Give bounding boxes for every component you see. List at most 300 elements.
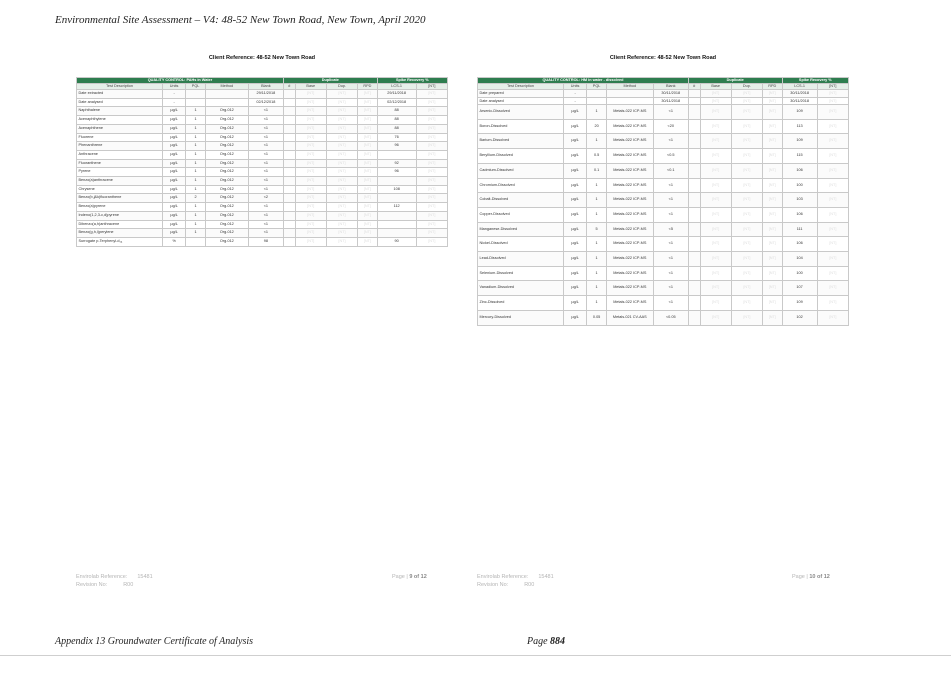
pql-cell: 1 xyxy=(587,266,607,281)
units-cell: µg/L xyxy=(563,266,586,281)
blank-cell: <1 xyxy=(248,220,283,229)
method-cell: Org-012 xyxy=(205,229,248,238)
blank-cell: <1 xyxy=(653,296,688,311)
lcs-cell xyxy=(377,220,416,229)
base-cell: [NT] xyxy=(700,281,731,296)
units-cell: µg/L xyxy=(563,119,586,134)
blank-cell: <1 xyxy=(653,252,688,267)
hash-cell xyxy=(283,229,295,238)
hash-cell xyxy=(688,105,700,120)
nt-cell: [NT] xyxy=(416,185,447,194)
hash-cell xyxy=(283,107,295,116)
units-cell: - xyxy=(162,98,185,107)
test-description: Date extracted xyxy=(77,90,163,99)
table-row xyxy=(77,124,448,133)
column-header: Test Description xyxy=(478,84,564,90)
hash-cell xyxy=(283,185,295,194)
page-9-thumbnail xyxy=(76,55,448,247)
pql-cell xyxy=(186,237,206,246)
hash-cell xyxy=(688,134,700,149)
lcs-cell: 92 xyxy=(377,159,416,168)
test-description: Pyrene xyxy=(77,168,163,177)
method-cell xyxy=(205,98,248,107)
method-cell: Org-012 xyxy=(205,168,248,177)
base-cell: [NT] xyxy=(700,222,731,237)
base-cell: [NT] xyxy=(295,124,326,133)
nt-cell: [NT] xyxy=(817,252,848,267)
table-row xyxy=(77,211,448,220)
pql-cell xyxy=(587,90,607,98)
column-header: Dup. xyxy=(326,84,357,90)
document-header: Environmental Site Assessment – V4: 48-52 New Town Road, New Town, April 2020 xyxy=(55,14,426,26)
dup-cell: [NT] xyxy=(731,281,762,296)
lcs-cell xyxy=(377,177,416,186)
base-cell: [NT] xyxy=(700,105,731,120)
base-cell: [NT] xyxy=(700,90,731,98)
table-row xyxy=(478,222,849,237)
column-header: Test Description xyxy=(77,84,163,90)
envirolab-reference-footer xyxy=(477,573,554,589)
table-row xyxy=(77,90,448,99)
lcs-cell xyxy=(377,211,416,220)
column-header: # xyxy=(688,84,700,90)
blank-cell: <1 xyxy=(653,178,688,193)
footer-divider xyxy=(0,655,951,656)
column-header: PQL xyxy=(587,84,607,90)
test-description: Copper-Dissolved xyxy=(478,207,564,222)
pql-cell: 1 xyxy=(186,185,206,194)
page-value: 9 of 12 xyxy=(409,574,427,580)
rpd-cell: [NT] xyxy=(763,149,783,164)
units-cell: µg/L xyxy=(162,116,185,125)
dup-cell: [NT] xyxy=(326,220,357,229)
rpd-cell: [NT] xyxy=(358,142,378,151)
pql-cell: 1 xyxy=(186,124,206,133)
pql-cell: 5 xyxy=(587,222,607,237)
method-cell: Org-012 xyxy=(205,159,248,168)
units-cell: µg/L xyxy=(162,203,185,212)
table-row xyxy=(77,107,448,116)
table-row xyxy=(77,177,448,186)
ref-value: 15481 xyxy=(137,574,153,580)
pql-cell: 1 xyxy=(587,237,607,252)
blank-cell: <1 xyxy=(653,207,688,222)
blank-cell: <1 xyxy=(248,142,283,151)
units-cell: - xyxy=(162,90,185,99)
base-cell: [NT] xyxy=(295,107,326,116)
lcs-cell: 29/11/2018 xyxy=(377,90,416,99)
pql-cell: 1 xyxy=(587,281,607,296)
hash-cell xyxy=(688,193,700,208)
method-cell: Metals-021 CV-AAS xyxy=(606,310,653,325)
nt-cell: [NT] xyxy=(817,97,848,105)
dup-cell: [NT] xyxy=(731,119,762,134)
base-cell: [NT] xyxy=(295,150,326,159)
nt-cell: [NT] xyxy=(817,90,848,98)
rpd-cell: [NT] xyxy=(763,222,783,237)
test-description: Phenanthrene xyxy=(77,142,163,151)
test-description: Mercury-Dissolved xyxy=(478,310,564,325)
table-body xyxy=(478,90,849,326)
method-cell: Org-012 xyxy=(205,194,248,203)
column-header: Method xyxy=(606,84,653,90)
nt-cell: [NT] xyxy=(817,178,848,193)
rpd-cell: [NT] xyxy=(763,193,783,208)
table-row xyxy=(77,150,448,159)
rpd-cell: [NT] xyxy=(763,252,783,267)
test-description: Benzo(g,h,i)perylene xyxy=(77,229,163,238)
units-cell: µg/L xyxy=(563,105,586,120)
hash-cell xyxy=(283,159,295,168)
base-cell: [NT] xyxy=(295,211,326,220)
dup-cell: [NT] xyxy=(326,133,357,142)
table-row xyxy=(77,229,448,238)
nt-cell: [NT] xyxy=(416,124,447,133)
hash-cell xyxy=(283,177,295,186)
blank-cell: 98 xyxy=(248,237,283,246)
dup-cell: [NT] xyxy=(326,177,357,186)
dup-cell: [NT] xyxy=(731,296,762,311)
blank-cell: <1 xyxy=(653,134,688,149)
blank-cell: <0.1 xyxy=(653,163,688,178)
dup-cell: [NT] xyxy=(326,124,357,133)
nt-cell: [NT] xyxy=(416,194,447,203)
pql-cell: 1 xyxy=(186,133,206,142)
table-row xyxy=(77,142,448,151)
qc-group-title: QUALITY CONTROL: PAHs in Water xyxy=(77,78,284,84)
pah-qc-table xyxy=(76,77,448,247)
table-row xyxy=(478,90,849,98)
test-description: Lead-Dissolved xyxy=(478,252,564,267)
units-cell: µg/L xyxy=(162,220,185,229)
rpd-cell: [NT] xyxy=(763,207,783,222)
dup-cell: [NT] xyxy=(326,168,357,177)
dup-cell: [NT] xyxy=(326,116,357,125)
rpd-cell: [NT] xyxy=(358,229,378,238)
test-description: Benzo(a)pyrene xyxy=(77,203,163,212)
hash-cell xyxy=(688,281,700,296)
column-header: RPD xyxy=(763,84,783,90)
test-description: Vanadium-Dissolved xyxy=(478,281,564,296)
units-cell: µg/L xyxy=(563,163,586,178)
test-description: Date analysed xyxy=(478,97,564,105)
lcs-cell: 102 xyxy=(782,310,817,325)
hash-cell xyxy=(283,150,295,159)
dup-cell: [NT] xyxy=(731,90,762,98)
dup-cell: [NT] xyxy=(731,178,762,193)
method-cell xyxy=(606,90,653,98)
page-number-9 xyxy=(392,573,427,581)
blank-cell: <1 xyxy=(248,177,283,186)
column-header-row xyxy=(77,84,448,90)
units-cell: µg/L xyxy=(162,211,185,220)
table-row xyxy=(478,296,849,311)
hash-cell xyxy=(688,97,700,105)
table-row xyxy=(478,207,849,222)
hash-cell xyxy=(283,133,295,142)
method-cell: Metals-022 ICP-MS xyxy=(606,296,653,311)
rpd-cell: [NT] xyxy=(358,107,378,116)
blank-cell: <5 xyxy=(653,222,688,237)
method-cell: Metals-022 ICP-MS xyxy=(606,134,653,149)
pql-cell: 1 xyxy=(587,193,607,208)
base-cell: [NT] xyxy=(295,142,326,151)
nt-cell: [NT] xyxy=(817,207,848,222)
pql-cell: 1 xyxy=(587,178,607,193)
rpd-cell: [NT] xyxy=(763,266,783,281)
column-header: [NT] xyxy=(416,84,447,90)
pql-cell: 0.5 xyxy=(587,149,607,164)
table-row xyxy=(478,266,849,281)
pql-cell: 1 xyxy=(587,296,607,311)
pql-cell: 1 xyxy=(186,177,206,186)
lcs-cell xyxy=(377,194,416,203)
table-row xyxy=(77,237,448,246)
rpd-cell: [NT] xyxy=(358,90,378,99)
base-cell: [NT] xyxy=(295,194,326,203)
blank-cell: <20 xyxy=(653,119,688,134)
column-header: Method xyxy=(205,84,248,90)
qc-group-title: QUALITY CONTROL: HM in water - dissolved xyxy=(478,78,689,84)
dup-cell: [NT] xyxy=(326,211,357,220)
units-cell: µg/L xyxy=(162,229,185,238)
base-cell: [NT] xyxy=(295,90,326,99)
units-cell: µg/L xyxy=(563,207,586,222)
lcs-cell: 104 xyxy=(782,252,817,267)
nt-cell: [NT] xyxy=(416,168,447,177)
hash-cell xyxy=(688,207,700,222)
blank-cell: <0.5 xyxy=(653,149,688,164)
pql-cell: 1 xyxy=(186,220,206,229)
blank-cell: <1 xyxy=(248,116,283,125)
hash-cell xyxy=(283,211,295,220)
table-row xyxy=(77,116,448,125)
page-value: 884 xyxy=(550,636,566,647)
rpd-cell: [NT] xyxy=(358,237,378,246)
pql-cell xyxy=(186,98,206,107)
units-cell: µg/L xyxy=(563,237,586,252)
method-cell: Metals-022 ICP-MS xyxy=(606,207,653,222)
lcs-cell: 90 xyxy=(377,237,416,246)
method-cell: Org-012 xyxy=(205,177,248,186)
method-cell: Metals-022 ICP-MS xyxy=(606,237,653,252)
nt-cell: [NT] xyxy=(416,177,447,186)
lcs-cell: 115 xyxy=(782,149,817,164)
hash-cell xyxy=(688,178,700,193)
method-cell xyxy=(606,97,653,105)
pql-cell: 1 xyxy=(186,159,206,168)
method-cell: Metals-022 ICP-MS xyxy=(606,105,653,120)
units-cell: µg/L xyxy=(563,281,586,296)
dup-cell: [NT] xyxy=(731,207,762,222)
method-cell: Metals-022 ICP-MS xyxy=(606,266,653,281)
table-row xyxy=(478,149,849,164)
lcs-cell: 30/11/2018 xyxy=(782,97,817,105)
hash-cell xyxy=(283,237,295,246)
hash-cell xyxy=(283,203,295,212)
table-row xyxy=(478,252,849,267)
nt-cell: [NT] xyxy=(416,98,447,107)
test-description: Naphthalene xyxy=(77,107,163,116)
rpd-cell: [NT] xyxy=(763,90,783,98)
dup-cell: [NT] xyxy=(731,237,762,252)
lcs-cell: 76 xyxy=(377,133,416,142)
column-header: # xyxy=(283,84,295,90)
column-header: Base xyxy=(700,84,731,90)
units-cell: µg/L xyxy=(563,296,586,311)
hash-cell xyxy=(688,222,700,237)
rpd-cell: [NT] xyxy=(358,124,378,133)
method-cell: Org-012 xyxy=(205,133,248,142)
rpd-cell: [NT] xyxy=(358,203,378,212)
nt-cell: [NT] xyxy=(817,310,848,325)
units-cell: µg/L xyxy=(162,107,185,116)
nt-cell: [NT] xyxy=(817,119,848,134)
ref-value: 15481 xyxy=(538,574,554,580)
column-header: PQL xyxy=(186,84,206,90)
base-cell: [NT] xyxy=(700,134,731,149)
rpd-cell: [NT] xyxy=(763,105,783,120)
lcs-cell: 30/11/2018 xyxy=(782,90,817,98)
base-cell: [NT] xyxy=(295,185,326,194)
base-cell: [NT] xyxy=(700,119,731,134)
lcs-cell: 108 xyxy=(377,185,416,194)
test-description: Beryllium-Dissolved xyxy=(478,149,564,164)
pql-cell: 1 xyxy=(587,105,607,120)
blank-cell: <1 xyxy=(248,229,283,238)
units-cell: µg/L xyxy=(563,149,586,164)
rpd-cell: [NT] xyxy=(763,237,783,252)
base-cell: [NT] xyxy=(295,229,326,238)
table-row xyxy=(478,163,849,178)
nt-cell: [NT] xyxy=(416,211,447,220)
nt-cell: [NT] xyxy=(817,163,848,178)
client-reference: Client Reference: 48-52 New Town Road xyxy=(208,55,316,61)
units-cell: % xyxy=(162,237,185,246)
spike-group-title: Spike Recovery % xyxy=(782,78,848,84)
test-description: Arsenic-Dissolved xyxy=(478,105,564,120)
test-description: Zinc-Dissolved xyxy=(478,296,564,311)
blank-cell: <1 xyxy=(248,203,283,212)
pql-cell: 1 xyxy=(186,211,206,220)
blank-cell: 30/11/2018 xyxy=(653,90,688,98)
nt-cell: [NT] xyxy=(817,296,848,311)
pql-cell: 1 xyxy=(186,203,206,212)
units-cell: µg/L xyxy=(563,193,586,208)
units-cell: µg/L xyxy=(162,142,185,151)
base-cell: [NT] xyxy=(700,252,731,267)
blank-cell: <1 xyxy=(653,105,688,120)
lcs-cell: 112 xyxy=(377,203,416,212)
test-description: Chrysene xyxy=(77,185,163,194)
test-description: Acenaphthene xyxy=(77,124,163,133)
test-description: Acenaphthylene xyxy=(77,116,163,125)
method-cell: Org-012 xyxy=(205,142,248,151)
blank-cell: 30/11/2018 xyxy=(653,97,688,105)
hash-cell xyxy=(688,119,700,134)
hash-cell xyxy=(283,142,295,151)
dup-cell: [NT] xyxy=(731,310,762,325)
units-cell: µg/L xyxy=(162,185,185,194)
hash-cell xyxy=(688,266,700,281)
base-cell: [NT] xyxy=(700,149,731,164)
rev-value: R00 xyxy=(524,582,535,588)
lcs-cell: 88 xyxy=(377,124,416,133)
method-cell: Org-012 xyxy=(205,116,248,125)
lcs-cell: 96 xyxy=(377,142,416,151)
blank-cell: <1 xyxy=(653,266,688,281)
method-cell xyxy=(205,90,248,99)
dup-cell: [NT] xyxy=(326,107,357,116)
units-cell: µg/L xyxy=(563,222,586,237)
lcs-cell: 109 xyxy=(782,134,817,149)
nt-cell: [NT] xyxy=(817,266,848,281)
dup-cell: [NT] xyxy=(731,97,762,105)
column-header: LCS-1 xyxy=(782,84,817,90)
column-header: [NT] xyxy=(817,84,848,90)
table-row xyxy=(77,185,448,194)
nt-cell: [NT] xyxy=(817,105,848,120)
base-cell: [NT] xyxy=(295,159,326,168)
test-description: Indeno(1,2,3-c,d)pyrene xyxy=(77,211,163,220)
table-row xyxy=(77,98,448,107)
rpd-cell: [NT] xyxy=(358,150,378,159)
units-cell: µg/L xyxy=(162,133,185,142)
rpd-cell: [NT] xyxy=(763,310,783,325)
nt-cell: [NT] xyxy=(416,133,447,142)
dup-cell: [NT] xyxy=(326,237,357,246)
method-cell: Metals-022 ICP-MS xyxy=(606,281,653,296)
envirolab-reference-footer xyxy=(76,573,153,589)
dup-cell: [NT] xyxy=(731,149,762,164)
base-cell: [NT] xyxy=(700,266,731,281)
units-cell: µg/L xyxy=(563,178,586,193)
pql-cell: 1 xyxy=(587,207,607,222)
column-header: LCS-1 xyxy=(377,84,416,90)
nt-cell: [NT] xyxy=(416,107,447,116)
test-description: Benzo(b,j&k)fluoranthene xyxy=(77,194,163,203)
table-row xyxy=(478,97,849,105)
base-cell: [NT] xyxy=(295,203,326,212)
dup-cell: [NT] xyxy=(731,105,762,120)
nt-cell: [NT] xyxy=(416,142,447,151)
blank-cell: <1 xyxy=(248,150,283,159)
table-row xyxy=(478,310,849,325)
pql-cell: 1 xyxy=(186,142,206,151)
blank-cell: <0.05 xyxy=(653,310,688,325)
page-label: Page | xyxy=(792,574,808,580)
method-cell: Org-012 xyxy=(205,211,248,220)
rpd-cell: [NT] xyxy=(358,211,378,220)
base-cell: [NT] xyxy=(295,220,326,229)
lcs-cell: 106 xyxy=(782,163,817,178)
test-description: Fluoranthene xyxy=(77,159,163,168)
dup-cell: [NT] xyxy=(326,142,357,151)
lcs-cell: 106 xyxy=(782,207,817,222)
pql-cell xyxy=(186,90,206,99)
test-description: Cadmium-Dissolved xyxy=(478,163,564,178)
ref-label: Envirolab Reference: xyxy=(76,574,128,580)
rev-value: R00 xyxy=(123,582,134,588)
nt-cell: [NT] xyxy=(416,220,447,229)
nt-cell: [NT] xyxy=(817,149,848,164)
lcs-cell: 100 xyxy=(782,178,817,193)
method-cell: Metals-022 ICP-MS xyxy=(606,222,653,237)
method-cell: Org-012 xyxy=(205,203,248,212)
table-row xyxy=(77,194,448,203)
lcs-cell xyxy=(377,150,416,159)
table-row xyxy=(478,178,849,193)
